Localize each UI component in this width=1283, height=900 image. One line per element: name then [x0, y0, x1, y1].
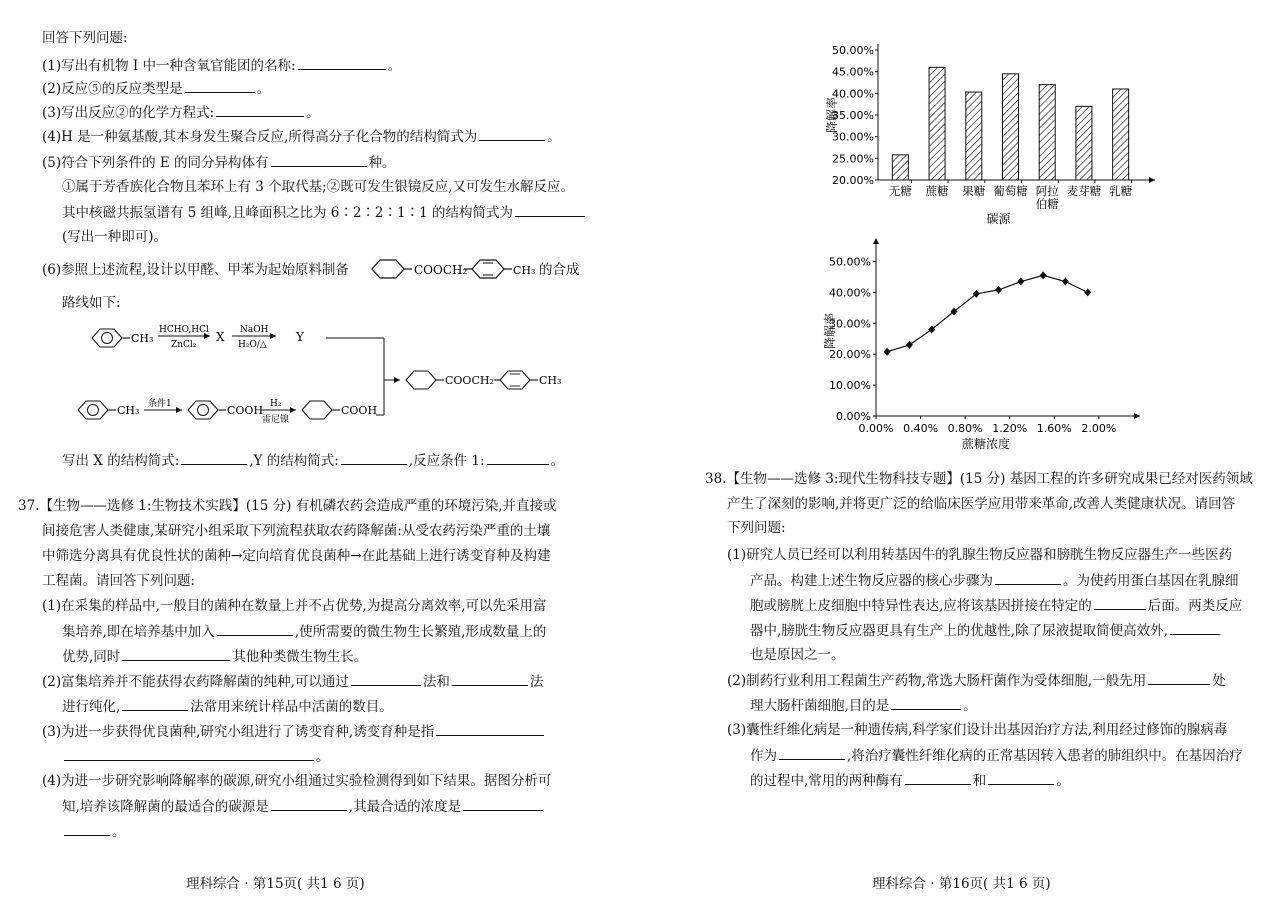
answer-blank[interactable] — [181, 451, 247, 465]
answer-blank[interactable] — [271, 797, 347, 811]
reagent-label: 雷尼镍 — [262, 415, 290, 425]
data-point — [951, 308, 958, 316]
x-axis-label: 碳源 — [986, 212, 1011, 226]
question-37-text: 中筛选分离具有优良性状的菌种→定向培育优良菌种→在此基础上进行诱变育种及构建 — [42, 548, 551, 564]
answer-blank[interactable] — [271, 153, 367, 167]
x-tick-label: 0.40% — [903, 422, 939, 435]
question-38-2-cont: 理大肠杆菌细胞,目的是 。 — [750, 698, 977, 714]
ester-group-label: COOCH₂ — [445, 374, 494, 387]
question-5: (5)符合下列条件的 E 的同分异构体有 种。 — [42, 155, 396, 171]
answer-blank[interactable] — [1148, 671, 1210, 685]
intermediate-y: Y — [296, 330, 304, 344]
x-tick-label: 0.80% — [947, 422, 983, 435]
reagent-label: ZnCl₂ — [171, 340, 197, 350]
bar — [1003, 74, 1019, 180]
toluene-structure-2 — [78, 401, 139, 419]
answer-blank[interactable] — [988, 771, 1054, 785]
methyl-label: CH₃ — [513, 264, 536, 277]
toluene-structure — [92, 329, 153, 347]
y-tick-label: 50.00% — [829, 255, 871, 269]
target-molecule-structure — [364, 254, 540, 284]
answer-blank[interactable] — [463, 797, 543, 811]
question-38-text: 产生了深刻的影响,并将更广泛的给临床医学应用带来革命,改善人类健康状况。请回答 — [727, 496, 1236, 512]
data-point — [995, 286, 1002, 294]
answer-blank[interactable] — [905, 771, 971, 785]
y-tick-label: 45.00% — [832, 65, 874, 79]
x-axis-arrow — [1134, 413, 1140, 419]
data-point — [1084, 288, 1091, 296]
question-1: (1)写出有机物 I 中一种含氧官能团的名称: 。 — [42, 58, 402, 74]
answer-blank[interactable] — [436, 722, 544, 736]
x-tick-label: 2.00% — [1081, 422, 1117, 435]
answer-blank[interactable] — [298, 56, 386, 70]
question-37-4: (4)为进一步研究影响降解率的碳源,研究小组通过实验检测得到如下结果。据图分析可 — [42, 773, 552, 789]
answer-blank[interactable] — [64, 822, 110, 836]
question-6-answer: 写出 X 的结构简式: ,Y 的结构简式: ,反应条件 1: 。 — [62, 453, 565, 469]
answer-blank[interactable] — [341, 451, 407, 465]
x-tick-label: 蔗糖 — [925, 184, 949, 198]
x-tick-label: 麦芽糖 — [1066, 184, 1102, 198]
data-point — [928, 325, 935, 333]
y-tick-label: 40.00% — [832, 87, 874, 101]
page-footer-right: 理科综合 · 第16页( 共1 6 页) — [872, 876, 1051, 892]
x-tick-label: 乳糖 — [1109, 184, 1133, 198]
answer-blank[interactable] — [487, 451, 549, 465]
question-5-nmr: 其中核磁共振氢谱有 5 组峰,且峰面积之比为 6∶2∶2∶1∶1 的结构简式为 — [62, 203, 587, 222]
question-37-3: (3)为进一步获得优良菌种,研究小组进行了诱变育种,诱变育种是指 — [42, 722, 546, 741]
y-axis-label: 降解率 — [823, 312, 837, 350]
intro-text: 回答下列问题: — [42, 30, 128, 46]
question-37-3-cont: 。 — [62, 747, 330, 766]
answer-blank[interactable] — [185, 79, 255, 93]
question-4: (4)H 是一种氨基酸,其本身发生聚合反应,所得高分子化合物的结构简式为 。 — [42, 129, 561, 145]
x-axis-arrow — [1149, 177, 1155, 183]
question-38-2: (2)制药行业利用工程菌生产药物,常选大肠杆菌作为受体细胞,一般先用 处 — [727, 673, 1226, 689]
question-38-1-cont: 器中,膀胱生物反应器更具有生产上的优越性,除了尿液提取简便高效外, — [750, 621, 1222, 640]
data-point — [906, 341, 913, 349]
y-tick-label: 10.00% — [829, 379, 871, 393]
answer-blank[interactable] — [995, 571, 1061, 585]
x-tick-label: 阿拉 — [1035, 184, 1059, 198]
answer-blank[interactable] — [1170, 621, 1220, 635]
question-5-conditions: ①属于芳香族化合物且苯环上有 3 个取代基;②既可发生银镜反应,又可发生水解反应。 — [62, 179, 575, 195]
y-tick-label: 40.00% — [829, 286, 871, 300]
question-37-2-cont: 进行纯化, 法常用来统计样品中活菌的数目。 — [62, 699, 393, 715]
question-37-1-cont: 优势,同时 其他种类微生物生长。 — [62, 649, 368, 665]
reagent-label: NaOH — [240, 325, 269, 335]
y-tick-label: 20.00% — [832, 174, 874, 187]
y-tick-label: 25.00% — [832, 152, 874, 166]
y-tick-label: 30.00% — [832, 130, 874, 144]
question-6-route-label: 路线如下: — [62, 295, 121, 311]
question-38-1: (1)研究人员已经可以利用转基因牛的乳腺生物反应器和膀胱生物反应器生产一些医药 — [727, 547, 1233, 563]
question-37-header: 37.【生物——选修 1:生物技术实践】(15 分) 有机磷农药会造成严重的环境污染,并直接或 — [18, 498, 557, 514]
ester-group-label: COOCH₂ — [414, 263, 468, 277]
answer-blank[interactable] — [891, 696, 961, 710]
y-tick-label: 0.00% — [836, 410, 871, 423]
x-tick-label: 1.20% — [992, 422, 1028, 435]
y-axis-arrow — [873, 238, 879, 244]
answer-blank[interactable] — [479, 127, 545, 141]
left-page — [0, 0, 620, 900]
page-footer-left: 理科综合 · 第15页( 共1 6 页) — [186, 876, 365, 892]
answer-blank[interactable] — [351, 672, 421, 686]
bar — [929, 67, 945, 180]
question-37-text: 工程菌。请回答下列问题: — [42, 573, 196, 589]
data-point — [884, 348, 891, 356]
svg-text:COOH: COOH — [341, 404, 378, 417]
intermediate-x: X — [216, 330, 225, 344]
x-tick-label: 葡萄糖 — [993, 184, 1028, 198]
y-tick-label: 50.00% — [832, 44, 874, 57]
question-38-3: (3)囊性纤维化病是一种遗传病,科学家们设计出基因治疗方法,利用经过修饰的腺病毒 — [727, 722, 1228, 738]
data-point — [1017, 278, 1024, 286]
svg-text:CH₃: CH₃ — [539, 374, 562, 387]
y-axis-label: 降解率 — [825, 96, 839, 134]
answer-blank[interactable] — [452, 672, 528, 686]
question-37-1: (1)在采集的样品中,一般目的菌种在数量上并不占优势,为提高分离效率,可以先采用富 — [42, 598, 547, 614]
x-tick-label: 无糖 — [888, 184, 912, 198]
bar — [1039, 85, 1055, 180]
question-38-3-cont: 的过程中,常用的两种酶有 和 。 — [750, 773, 1070, 789]
reagent-label: HCHO,HCl — [159, 325, 209, 335]
right-page — [640, 0, 1283, 900]
answer-blank[interactable] — [122, 647, 230, 661]
question-38-1-cont: 产品。构建上述生物反应器的核心步骤为 。为使药用蛋白基因在乳腺细 — [750, 573, 1239, 589]
x-tick-label: 0.00% — [858, 422, 894, 435]
x-tick-label: 果糖 — [962, 184, 986, 198]
question-37-text: 间接危害人类健康,某研究小组采取下列流程获取农药降解菌:从受农药污染严重的土壤 — [42, 523, 551, 539]
bar — [1113, 89, 1129, 180]
answer-blank[interactable] — [216, 103, 304, 117]
synthesis-route-diagram — [70, 318, 580, 430]
question-38-text: 下列问题: — [727, 520, 786, 536]
x-tick-label: 伯糖 — [1035, 197, 1059, 211]
data-point — [973, 290, 980, 298]
reagent-label: H₂ — [270, 399, 282, 409]
answer-blank[interactable] — [122, 697, 188, 711]
question-6-intro-end: 的合成 — [539, 262, 580, 278]
answer-blank[interactable] — [1094, 596, 1146, 610]
carbon-source-bar-chart — [820, 36, 1170, 236]
series-line — [887, 275, 1088, 351]
y-tick-label: 30.00% — [829, 317, 871, 331]
reagent-label: H₂O/△ — [238, 340, 267, 350]
answer-blank[interactable] — [779, 746, 845, 760]
svg-text:COOH: COOH — [227, 404, 264, 417]
answer-blank[interactable] — [515, 203, 585, 217]
bar — [966, 92, 982, 180]
question-6-intro: (6)参照上述流程,设计以甲醛、甲苯为起始原料制备 — [42, 262, 349, 278]
bar — [892, 155, 908, 180]
answer-blank[interactable] — [217, 622, 293, 636]
question-37-4-cont: 知,培养该降解菌的最适合的碳源是 ,其最合适的浓度是 — [62, 797, 545, 816]
x-axis-label: 蔗糖浓度 — [961, 437, 1011, 451]
data-point — [1040, 271, 1047, 279]
question-37-4-cont: 。 — [62, 822, 126, 841]
question-38-1-cont: 也是原因之一。 — [750, 647, 845, 663]
question-37-1-cont: 集培养,即在培养基中加入 ,使所需要的微生物生长繁殖,形成数量上的 — [62, 624, 547, 640]
data-point — [1062, 278, 1069, 286]
question-38-1-cont: 胞或膀胱上皮细胞中特异性表达,应将该基因拼接在特定的 后面。两类反应 — [750, 598, 1243, 614]
question-38-header: 38.【生物——选修 3:现代生物科技专题】(15 分) 基因工程的许多研究成果已经对医药领域 — [705, 471, 1253, 487]
question-3: (3)写出反应②的化学方程式: 。 — [42, 105, 320, 121]
question-5-note: (写出一种即可)。 — [62, 229, 168, 245]
condition-1-label: 条件1 — [148, 399, 172, 409]
question-2: (2)反应⑤的反应类型是 。 — [42, 81, 271, 97]
svg-text:CH₃: CH₃ — [117, 404, 140, 417]
sucrose-concentration-line-chart — [820, 236, 1160, 458]
y-tick-label: 35.00% — [832, 109, 874, 122]
y-tick-label: 20.00% — [829, 348, 871, 362]
answer-blank[interactable] — [64, 747, 314, 761]
question-37-2: (2)富集培养并不能获得农药降解菌的纯种,可以通过 法和 法 — [42, 674, 544, 690]
svg-text:CH₃: CH₃ — [131, 332, 154, 345]
x-tick-label: 1.60% — [1036, 422, 1072, 435]
bar — [1076, 106, 1092, 180]
question-38-3-cont: 作为 ,将治疗囊性纤维化病的正常基因转入患者的肺组织中。在基因治疗 — [750, 748, 1243, 764]
